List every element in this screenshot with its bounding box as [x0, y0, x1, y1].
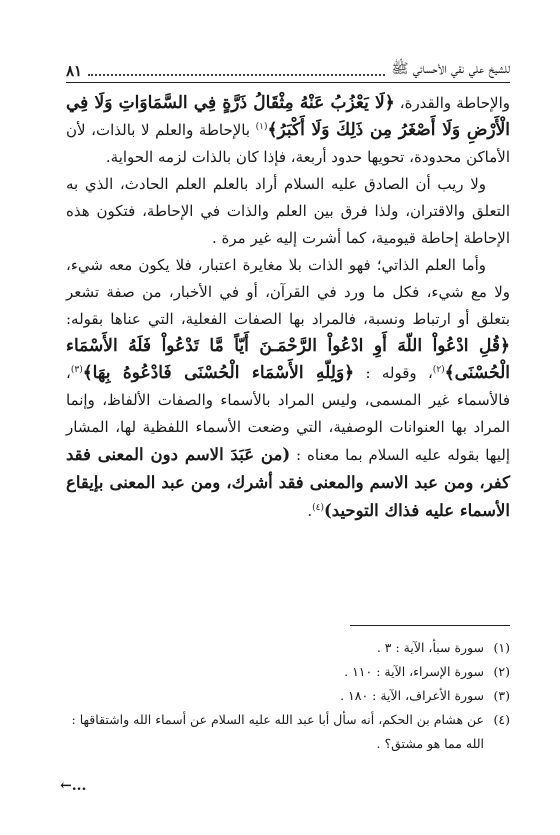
quran-verse-1: ﴿لَا يَعْزُبُ عَنْهُ مِثْقَالُ ذَرَّةٍ فِي السَّمَاوَاتِ وَلَا فِي الْأَرْضِ وَلَا أَصْغَرُ مِن ذَلِكَ وَلَا أَكْبَرُ﴾ — [66, 93, 511, 140]
footnote-ref-3[interactable]: (٣) — [70, 365, 83, 375]
header-title: للشيخ علي نقي الأحسائي ﷺ — [391, 61, 510, 77]
text-run: والإحاطة والقدرة، — [394, 94, 510, 112]
text-run: وأما العلم الذاتي؛ فهو الذات بلا مغايرة اعتبار، فلا يكون معه شيء، ولا مع شيء، فكل ما ورد في القرآن، أو في الأخبار، من صفة تشعر بتعلق أو ارتباط ونسبة، فالمراد بها الصفات الفعلية، التي عناها بقوله: — [66, 256, 510, 328]
footnote-divider — [350, 625, 510, 626]
paragraph-1 — [66, 90, 510, 171]
footnote-item — [66, 636, 510, 660]
continuation-arrow-icon: ←... — [60, 778, 87, 794]
footnote-text: سورة الإسراء، الآية : ١١٠ . — [344, 664, 484, 679]
header-dot-leader — [88, 74, 385, 76]
page-number: ٨١ — [66, 62, 83, 80]
footnote-text: سورة الأعراف، الآية : ١٨٠ . — [340, 688, 484, 703]
footnote-number: (٣) — [493, 688, 510, 703]
main-text — [66, 90, 510, 525]
hadith-quote: (من عَبَدَ الاسم دون المعنى فقد كفر، ومن عبد الاسم والمعنى فقد أشرك، ومن عبد المعنى بإيقاع الأسماء عليه فذاك التوحيد) — [66, 445, 510, 520]
footnote-ref-1[interactable]: (١) — [255, 122, 268, 132]
text-run: ، وقوله : — [354, 364, 433, 382]
footnote-number: (١) — [493, 640, 510, 655]
footnote-item — [66, 660, 510, 684]
text-run: بالإحاطة والعلم لا بالذات، لأن الأماكن محدودة، تحويها حدود أربعة، فإذا كان بالذات لزمه الحواية. — [66, 121, 510, 166]
text-run: ، فالأسماء غير المسمى، وليس المراد بالأسماء والصفات الألفاظ، وإنما المراد بها العنوانات الوصفية، التي وضعت الأسماء اللفظية لها، المشار إليها بقوله عليه السلام بما معناه : — [66, 364, 510, 464]
quran-verse-2: ﴿قُلِ ادْعُواْ اللّهَ أَوِ ادْعُواْ الرَّحْمَـنَ أَيّاً مَّا تَدْعُواْ فَلَهُ الأَسْمَاء الْحُسْنَى﴾ — [66, 336, 510, 383]
footnote-number: (٤) — [493, 712, 510, 727]
footnote-number: (٢) — [493, 664, 510, 679]
text-run: . — [307, 502, 313, 520]
footnote-item — [66, 684, 510, 708]
footnote-text: عن هشام بن الحكم، أنه سأل أبا عبد الله عليه السلام عن أسماء الله واشتقاقها : الله مما هو مشتق؟ . — [71, 712, 484, 751]
running-header — [66, 58, 510, 83]
footnote-text: سورة سبأ، الآية : ٣ . — [376, 640, 484, 655]
footnote-item — [66, 708, 510, 756]
footnotes — [66, 636, 510, 756]
paragraph-2: ولا ريب أن الصادق عليه السلام أراد بالعلم العلم الحادث، الذي به التعلق والاقتران، ولذا فرق بين العلم والذات في الإحاطة، فتكون هذه الإحاطة إحاطة قيومية، كما أشرت إليه غير مرة . — [66, 175, 510, 247]
paragraph-3 — [66, 252, 510, 525]
footnote-ref-2[interactable]: (٢) — [432, 365, 445, 375]
footnote-ref-4[interactable]: (٤) — [312, 503, 324, 513]
quran-verse-3: ﴿وَلِلّهِ الأَسْمَاء الْحُسْنَى فَادْعُوهُ بِهَا﴾ — [82, 363, 355, 383]
